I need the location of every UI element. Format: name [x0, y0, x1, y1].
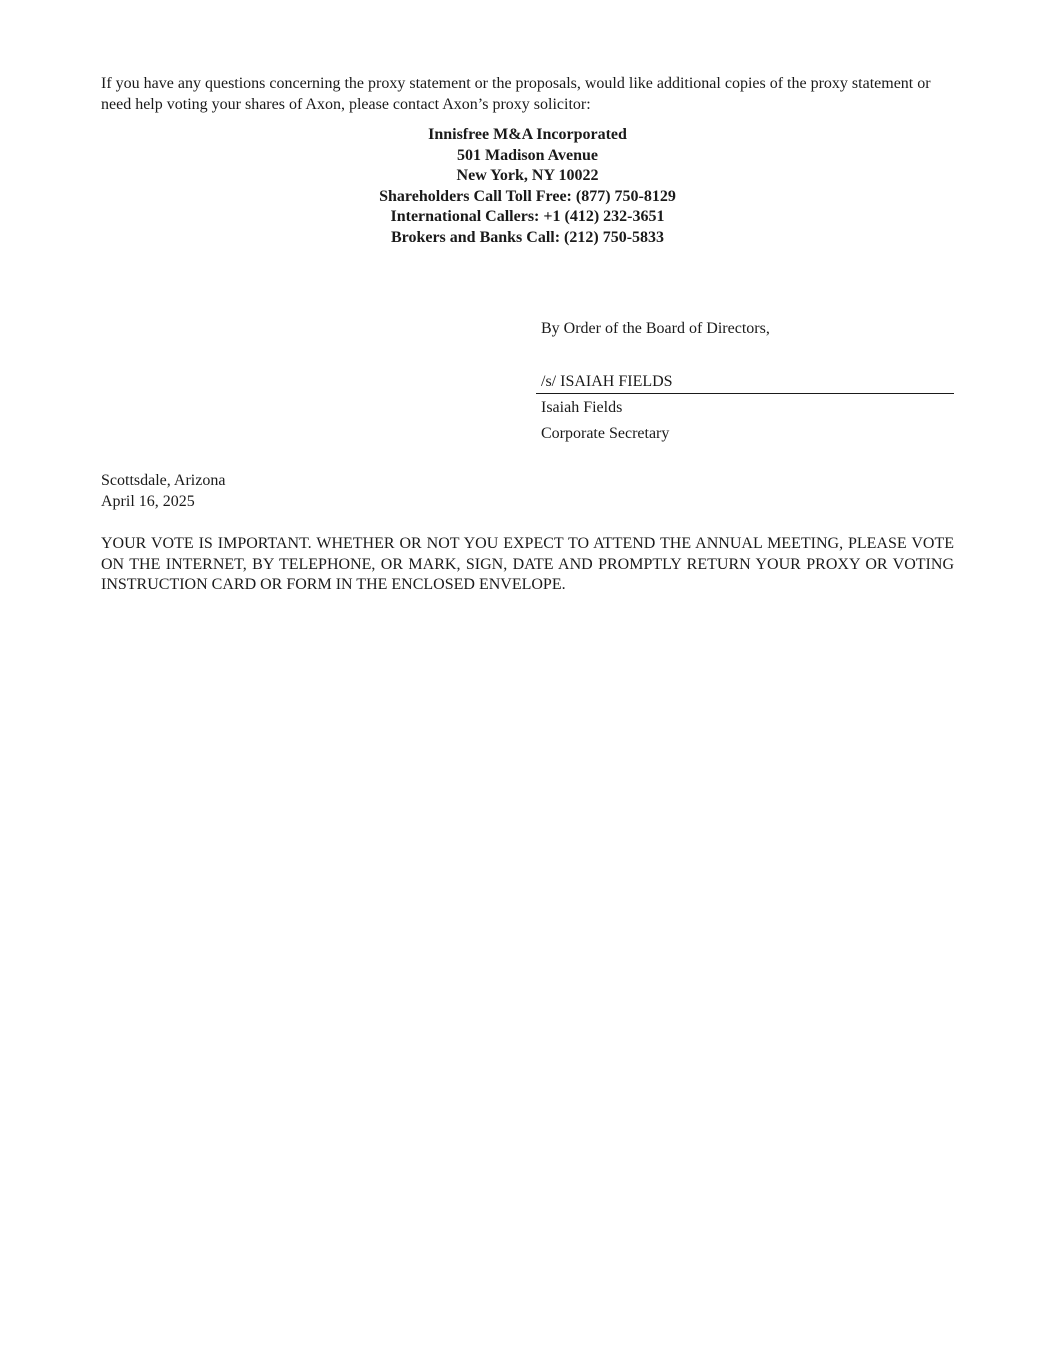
signer-title: Corporate Secretary [541, 425, 670, 442]
international-phone: International Callers: +1 (412) 232-3651 [390, 208, 665, 226]
solicitor-city-state-zip: New York, NY 10022 [456, 167, 599, 185]
signer-name: Isaiah Fields [541, 399, 623, 416]
solicitor-company-name: Innisfree M&A Incorporated [428, 126, 627, 143]
vote-importance-notice: YOUR VOTE IS IMPORTANT. WHETHER OR NOT YOU EXPECT TO ATTEND THE ANNUAL MEETING, PLEASE VOTE ON THE INTERNET, BY TELEPHONE, OR MARK, SIGN, DATE AND PROMPTLY RETURN YOUR PROXY OR VOTING INSTRUCTION CARD OR FORM IN THE ENCLOSED ENVELOPE. [101, 535, 954, 593]
proxy-solicitor-contact [0, 125, 1055, 249]
brokers-banks-phone: Brokers and Banks Call: (212) 750-5833 [390, 228, 665, 246]
document-location: Scottsdale, Arizona [101, 472, 226, 489]
electronic-signature: /s/ ISAIAH FIELDS [541, 373, 673, 390]
solicitor-street-address: 501 Madison Avenue [456, 146, 599, 164]
signature-rule [536, 393, 954, 394]
intro-paragraph: If you have any questions concerning the proxy statement or the proposals, would like additional copies of the proxy statement or need help voting your shares of Axon, please contact Axon’s proxy solicitor: [101, 75, 931, 113]
board-order-text: By Order of the Board of Directors, [541, 320, 770, 337]
document-date: April 16, 2025 [101, 493, 195, 510]
shareholders-phone: Shareholders Call Toll Free: (877) 750-8129 [379, 187, 676, 205]
